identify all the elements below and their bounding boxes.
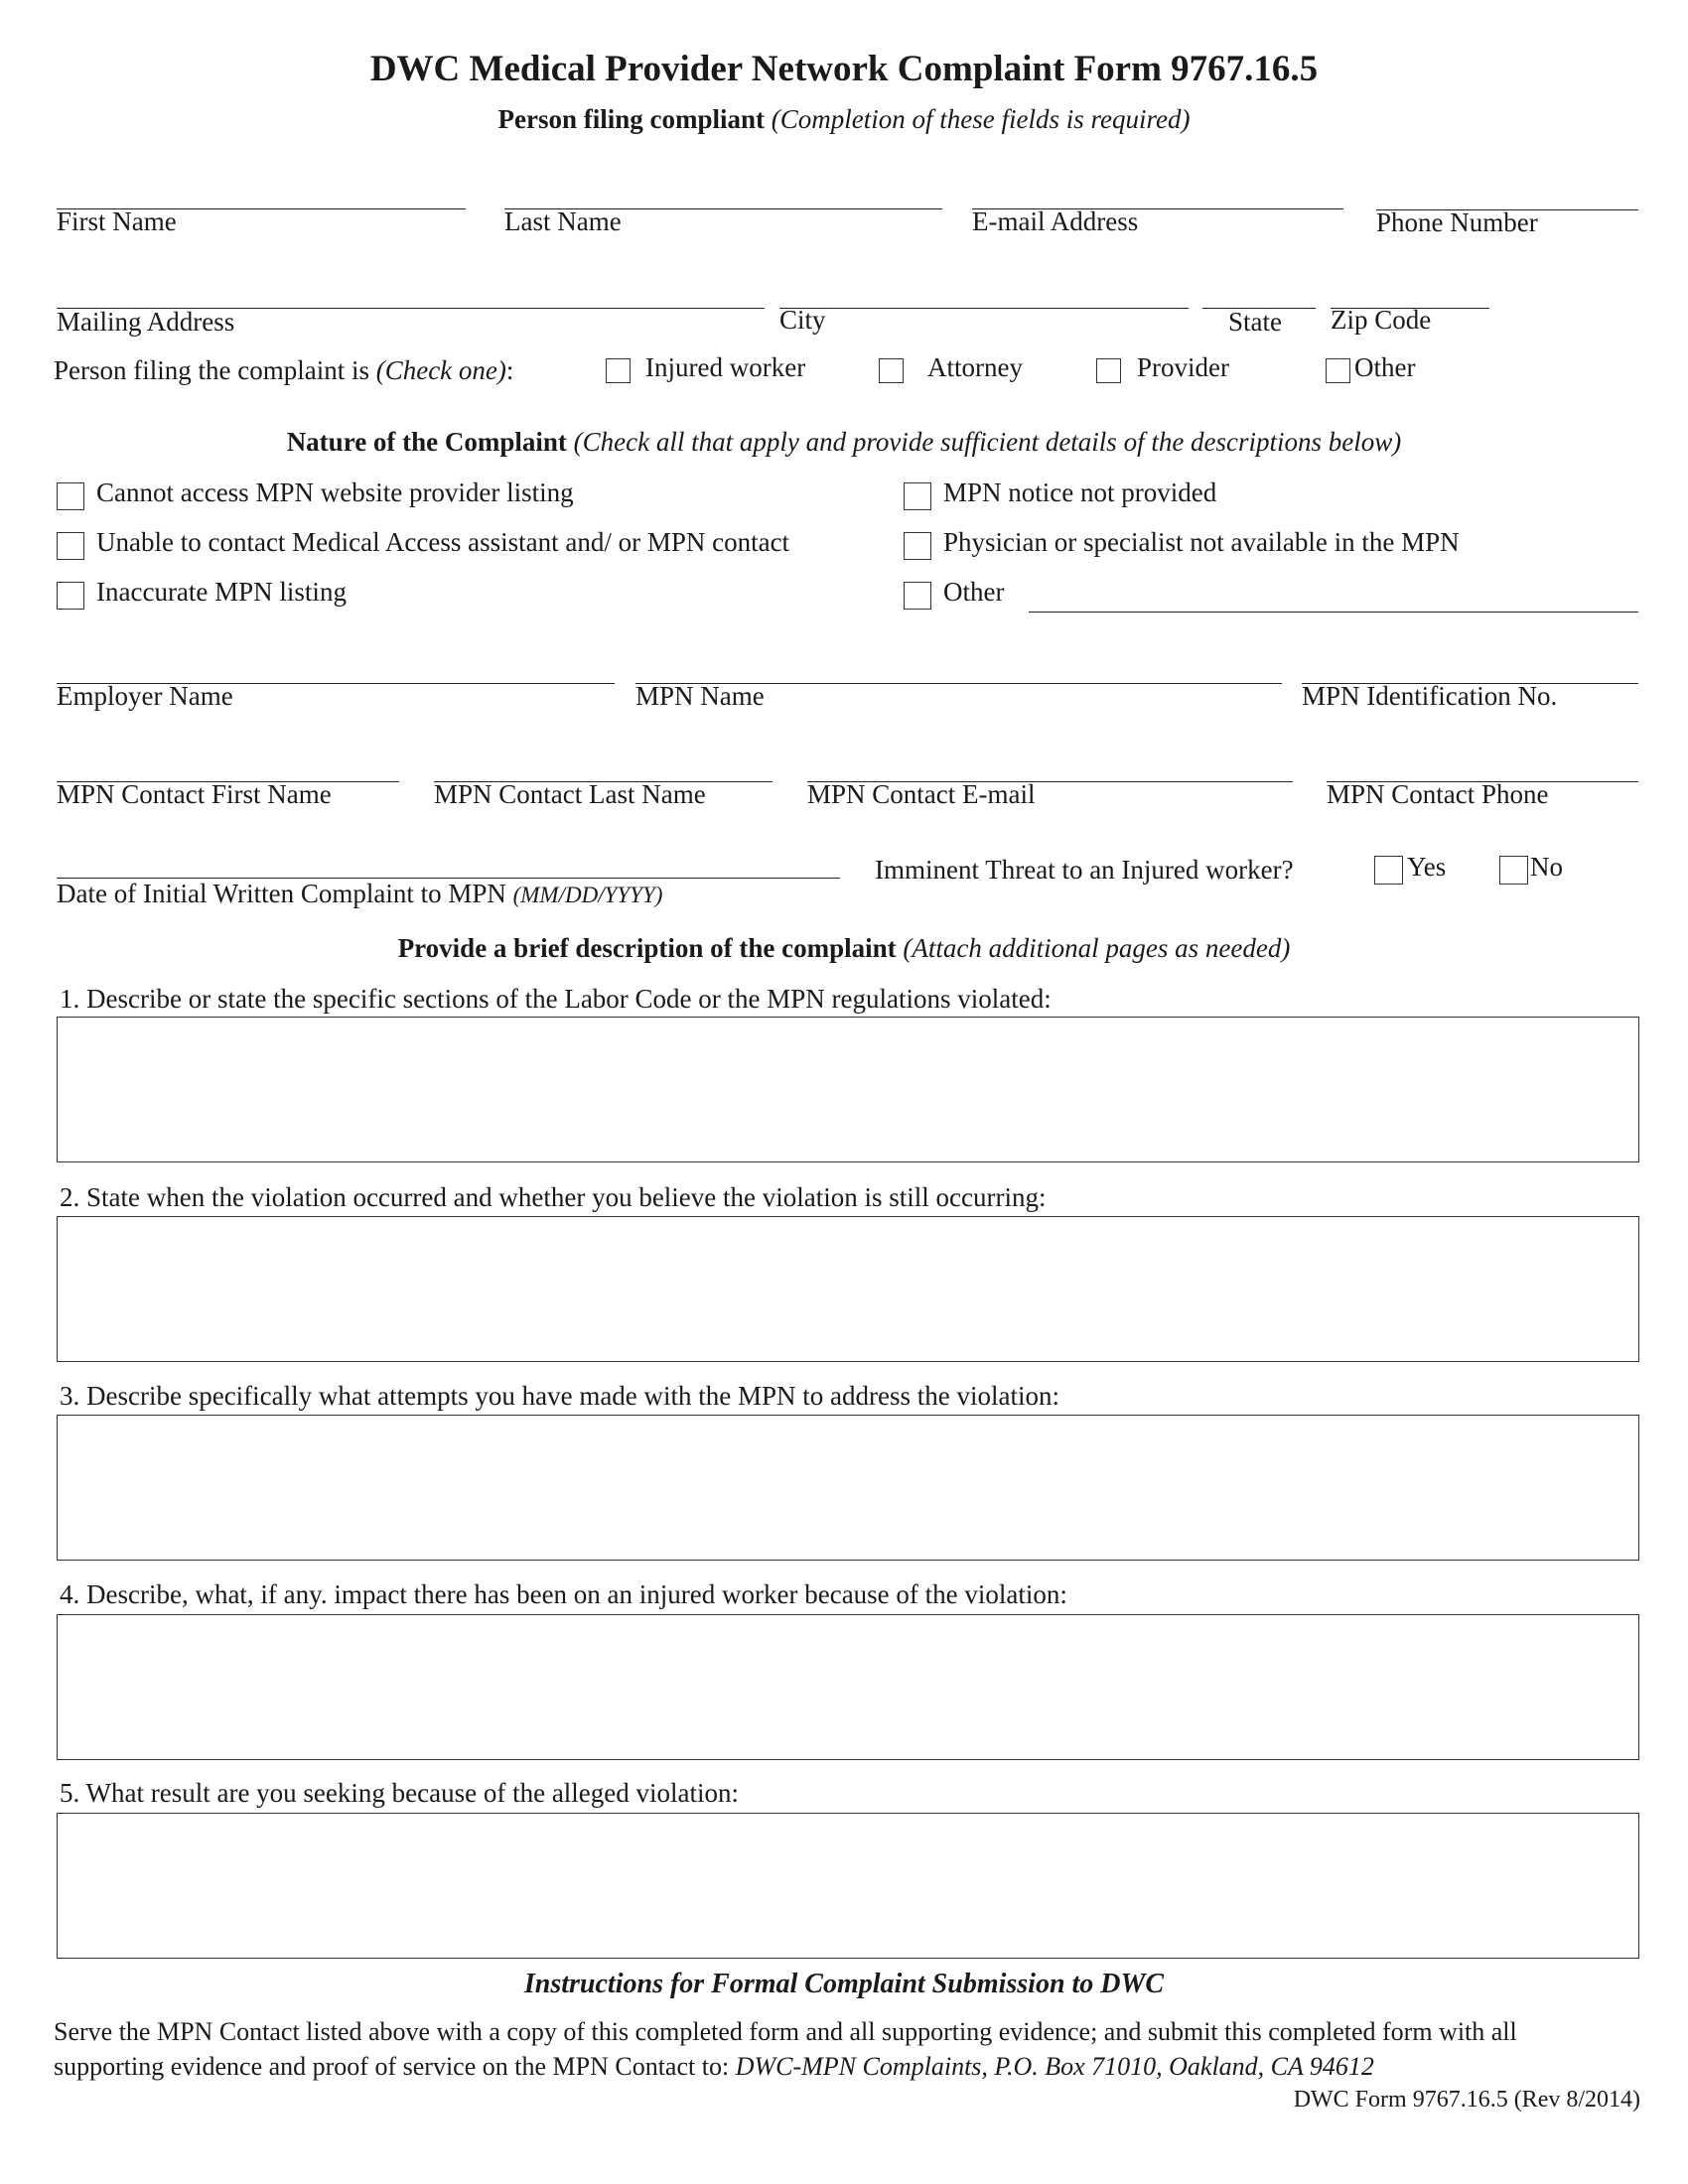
zip-label: Zip Code [1331,305,1432,335]
mailing-address-label: Mailing Address [57,307,235,337]
question-5-textarea[interactable] [57,1813,1639,1959]
filer-type-colon: : [505,355,514,385]
mpn-name-label: MPN Name [635,681,765,711]
attorney-label: Attorney [927,352,1023,382]
question-5-label: 5. What result are you seeking because of the alleged violation: [60,1778,740,1808]
email-label: E-mail Address [972,206,1139,236]
cannot-access-label: Cannot access MPN website provider listing [96,478,574,507]
provider-checkbox[interactable] [1096,358,1121,383]
unable-contact-label: Unable to contact Medical Access assistant and/ or MPN contact [96,527,790,557]
contact-first-name-label: MPN Contact First Name [57,779,332,809]
cannot-access-checkbox[interactable] [57,482,84,510]
description-heading [0,933,1688,964]
complaint-date-label [57,879,662,909]
inaccurate-listing-label: Inaccurate MPN listing [96,577,347,607]
threat-label: Imminent Threat to an Injured worker? [875,855,1294,885]
form-id: DWC Form 9767.16.5 (Rev 8/2014) [1293,2087,1640,2113]
city-field[interactable] [779,308,1189,309]
threat-yes-checkbox[interactable] [1374,856,1403,885]
first-name-label: First Name [57,206,177,236]
question-3-textarea[interactable] [57,1415,1639,1561]
complaint-date-format: (MM/DD/YYYY) [512,883,663,907]
contact-email-label: MPN Contact E-mail [807,779,1036,809]
complaint-date-text: Date of Initial Written Complaint to MPN [57,879,506,908]
threat-no-label: No [1530,852,1563,882]
injured-worker-label: Injured worker [645,352,806,382]
person-heading: Person filing compliant [497,104,766,134]
mpn-id-label: MPN Identification No. [1302,681,1558,711]
inaccurate-listing-checkbox[interactable] [57,582,84,610]
filer-type-label: Person filing the complaint is [54,355,369,385]
contact-last-name-label: MPN Contact Last Name [434,779,706,809]
physician-not-available-label: Physician or specialist not available in the MPN [943,527,1460,557]
filer-type-note: (Check one) [375,355,506,385]
instructions-heading [0,1969,1688,2000]
question-4-label: 4. Describe, what, if any. impact there has been on an injured worker because of the violation: [60,1579,1067,1609]
phone-label: Phone Number [1376,207,1538,237]
instructions-line-2-text: supporting evidence and proof of service on the MPN Contact to: [54,2052,730,2081]
other-filer-label: Other [1354,352,1416,382]
person-note: (Completion of these fields is required) [771,104,1191,134]
other-complaint-label: Other [943,577,1005,607]
question-1-textarea[interactable] [57,1017,1639,1162]
threat-no-checkbox[interactable] [1499,856,1528,885]
question-2-label: 2. State when the violation occurred and whether you believe the violation is still occurring: [60,1182,1047,1212]
question-2-textarea[interactable] [57,1216,1639,1362]
instructions-line-1: Serve the MPN Contact listed above with a copy of this completed form and all supporting evidence; and submit this completed form with all [54,2017,1517,2046]
physician-not-available-checkbox[interactable] [904,532,931,560]
provider-label: Provider [1137,352,1229,382]
injured-worker-checkbox[interactable] [606,358,631,383]
question-4-textarea[interactable] [57,1614,1639,1760]
unable-contact-checkbox[interactable] [57,532,84,560]
page-title: DWC Medical Provider Network Complaint Form 9767.16.5 [369,49,1319,89]
notice-not-provided-label: MPN notice not provided [943,478,1217,507]
other-complaint-checkbox[interactable] [904,582,931,610]
other-filer-checkbox[interactable] [1326,358,1350,383]
attorney-checkbox[interactable] [879,358,904,383]
nature-heading [0,427,1688,458]
person-section-heading [0,104,1688,135]
employer-name-label: Employer Name [57,681,233,711]
state-label: State [1228,307,1282,337]
city-label: City [779,305,826,335]
instructions-line-2 [54,2052,1374,2082]
description-title: Provide a brief description of the complaint [397,933,897,963]
instructions-title: Instructions for Formal Complaint Submission to DWC [523,1969,1165,1999]
filer-type-prompt [54,355,513,386]
threat-yes-label: Yes [1407,852,1447,882]
nature-title: Nature of the Complaint [286,427,567,457]
last-name-label: Last Name [504,206,622,236]
other-complaint-field[interactable] [1029,612,1638,613]
contact-phone-label: MPN Contact Phone [1327,779,1549,809]
description-note: (Attach additional pages as needed) [903,933,1291,963]
question-3-label: 3. Describe specifically what attempts you have made with the MPN to address the violation: [60,1381,1060,1411]
nature-note: (Check all that apply and provide sufficient details of the descriptions below) [573,427,1402,457]
notice-not-provided-checkbox[interactable] [904,482,931,510]
question-1-label: 1. Describe or state the specific sections of the Labor Code or the MPN regulations violated: [60,984,1052,1014]
dwc-mailing-address: DWC-MPN Complaints, P.O. Box 71010, Oakland, CA 94612 [735,2052,1374,2081]
